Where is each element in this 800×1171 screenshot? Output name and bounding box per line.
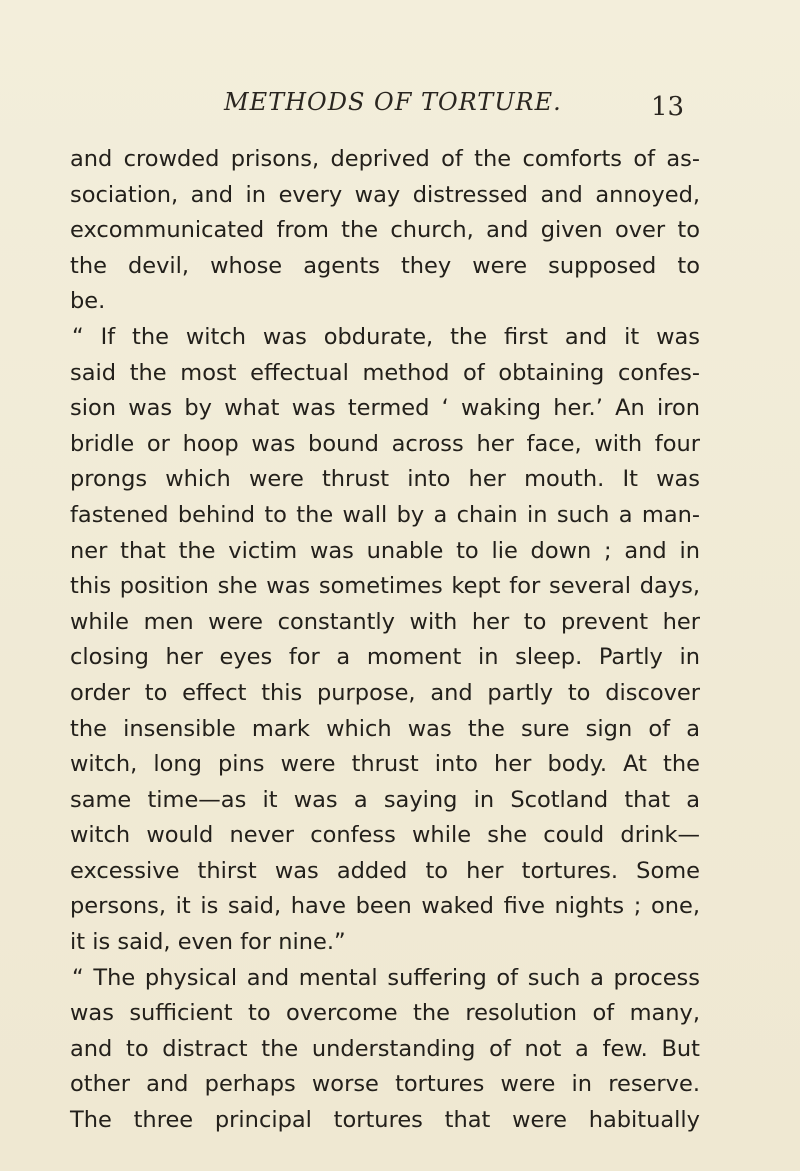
text-line: this position she was sometimes kept for several days, xyxy=(70,573,700,600)
page-header xyxy=(0,88,800,128)
page-number: 13 xyxy=(651,92,685,122)
text-line: witch would never confess while she could drink— xyxy=(70,822,700,849)
text-line: fastened behind to the wall by a chain in such a man- xyxy=(70,501,700,528)
body-text xyxy=(70,142,700,1139)
text-line: witch, long pins were thrust into her body. At the xyxy=(70,751,700,778)
text-line: and crowded prisons, deprived of the comforts of as- xyxy=(70,146,700,172)
text-line: was sufficient to overcome the resolution of many, xyxy=(70,1000,700,1027)
text-line: prongs which were thrust into her mouth. It was xyxy=(70,466,700,493)
text-line: bridle or hoop was bound across her face, with four xyxy=(70,430,700,457)
text-line: order to effect this purpose, and partly to discover xyxy=(70,679,700,706)
text-line: while men were constantly with her to prevent her xyxy=(70,608,700,635)
text-line: excommunicated from the church, and given over to xyxy=(70,217,700,244)
text-line: be. xyxy=(70,288,106,315)
text-line: other and perhaps worse tortures were in reserve. xyxy=(70,1071,700,1098)
text-line: and to distract the understanding of not a few. But xyxy=(70,1035,700,1062)
text-line: the insensible mark which was the sure sign of a xyxy=(70,715,700,742)
text-line: the devil, whose agents they were supposed to xyxy=(70,252,700,279)
text-line: “ If the witch was obdurate, the first and it was xyxy=(72,323,700,350)
text-line: “ The physical and mental suffering of such a process xyxy=(72,964,700,991)
text-line: ner that the victim was unable to lie down ; and in xyxy=(70,537,700,564)
text-line: closing her eyes for a moment in sleep. Partly in xyxy=(70,644,700,671)
text-line: said the most effectual method of obtaining confes- xyxy=(70,359,700,386)
text-line: The three principal tortures that were habitually xyxy=(70,1107,700,1134)
running-head: METHODS OF TORTURE. xyxy=(224,88,562,116)
text-line: it is said, even for nine.” xyxy=(70,929,346,956)
text-line: excessive thirst was added to her tortures. Some xyxy=(70,857,700,884)
text-line: sion was by what was termed ‘ waking her.’ An iron xyxy=(70,395,700,422)
text-line: persons, it is said, have been waked five nights ; one, xyxy=(70,893,700,920)
text-line: same time—as it was a saying in Scotland that a xyxy=(70,786,700,813)
text-line: sociation, and in every way distressed and annoyed, xyxy=(70,181,700,208)
